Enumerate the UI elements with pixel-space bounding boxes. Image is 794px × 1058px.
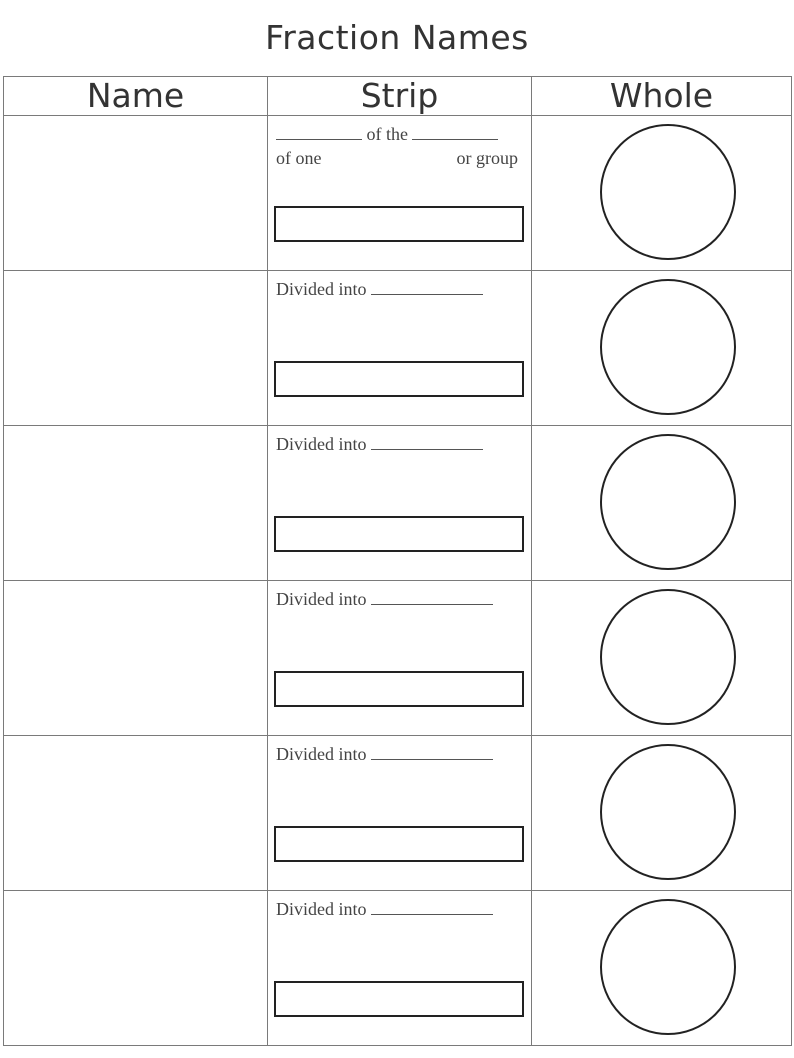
strip-cell [268, 116, 532, 271]
strip-prompt [276, 899, 493, 920]
answer-blank[interactable] [412, 125, 498, 140]
header-row [4, 77, 792, 116]
name-cell[interactable] [4, 736, 268, 891]
fraction-strip-box[interactable] [274, 206, 524, 242]
answer-blank[interactable] [371, 590, 493, 605]
prompt-label: Divided into [276, 589, 367, 609]
answer-blank[interactable] [371, 280, 483, 295]
whole-cell [532, 736, 792, 891]
prompt-label: Divided into [276, 744, 367, 764]
table-row [4, 271, 792, 426]
fraction-strip-box[interactable] [274, 826, 524, 862]
strip-cell [268, 891, 532, 1046]
whole-cell [532, 426, 792, 581]
strip-prompt [276, 434, 483, 455]
fraction-strip-box[interactable] [274, 516, 524, 552]
strip-subprompt [276, 148, 518, 169]
table-row [4, 426, 792, 581]
whole-circle[interactable] [600, 434, 736, 570]
fraction-table [3, 76, 792, 1046]
table-row [4, 891, 792, 1046]
prompt-label: Divided into [276, 434, 367, 454]
strip-prompt [276, 589, 493, 610]
whole-circle[interactable] [600, 589, 736, 725]
name-cell[interactable] [4, 581, 268, 736]
answer-blank[interactable] [371, 435, 483, 450]
strip-cell [268, 426, 532, 581]
name-cell[interactable] [4, 891, 268, 1046]
page-title: Fraction Names [265, 18, 529, 57]
whole-circle[interactable] [600, 744, 736, 880]
prompt-label: Divided into [276, 279, 367, 299]
name-cell[interactable] [4, 116, 268, 271]
whole-circle[interactable] [600, 279, 736, 415]
subprompt-left: of one [276, 148, 322, 168]
whole-cell [532, 891, 792, 1046]
whole-cell [532, 581, 792, 736]
prompt-label: of the [366, 124, 408, 144]
name-cell[interactable] [4, 426, 268, 581]
answer-blank[interactable] [371, 900, 493, 915]
prompt-label: Divided into [276, 899, 367, 919]
whole-circle[interactable] [600, 899, 736, 1035]
whole-circle[interactable] [600, 124, 736, 260]
column-header-name: Name [4, 77, 268, 116]
answer-blank[interactable] [371, 745, 493, 760]
strip-cell [268, 736, 532, 891]
fraction-strip-box[interactable] [274, 361, 524, 397]
name-cell[interactable] [4, 271, 268, 426]
whole-cell [532, 271, 792, 426]
fraction-strip-box[interactable] [274, 981, 524, 1017]
strip-cell [268, 271, 532, 426]
strip-prompt [276, 279, 483, 300]
whole-cell [532, 116, 792, 271]
fraction-strip-box[interactable] [274, 671, 524, 707]
strip-prompt [276, 744, 493, 765]
column-header-whole: Whole [532, 77, 792, 116]
table-row [4, 116, 792, 271]
subprompt-right: or group [456, 148, 518, 168]
strip-prompt [276, 124, 498, 145]
column-header-strip: Strip [268, 77, 532, 116]
table-row [4, 736, 792, 891]
answer-blank[interactable] [276, 125, 362, 140]
table-row [4, 581, 792, 736]
strip-cell [268, 581, 532, 736]
